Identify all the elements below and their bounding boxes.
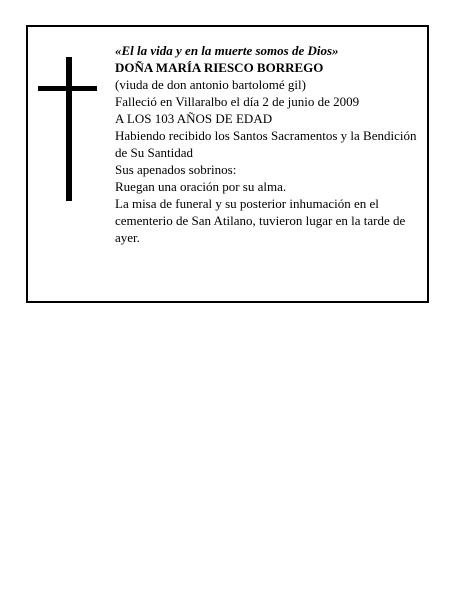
sacraments-line: Habiendo recibido los Santos Sacramentos y la Bendición de Su Santidad [115, 128, 417, 160]
death-line: Falleció en Villaralbo el día 2 de junio de 2009 [115, 94, 360, 109]
obituary-text [115, 42, 427, 246]
deceased-name: DOÑA MARÍA RIESCO BORREGO [115, 60, 324, 75]
age-line: A LOS 103 AÑOS DE EDAD [115, 111, 273, 126]
prayer-line: Ruegan una oración por su alma. [115, 179, 287, 194]
widow-of-line: (viuda de don antonio bartolomé gil) [115, 77, 306, 92]
funeral-line: La misa de funeral y su posterior inhumación en el cementerio de San Atilano, tuvieron lugar en la tarde de ayer. [115, 196, 406, 245]
motto: «El la vida y en la muerte somos de Dios» [115, 43, 339, 58]
obituary-notice [26, 25, 429, 303]
mourners-line: Sus apenados sobrinos: [115, 162, 237, 177]
latin-cross-icon [28, 27, 108, 207]
cross-vertical-bar [66, 57, 72, 201]
cross-horizontal-bar [38, 86, 97, 91]
